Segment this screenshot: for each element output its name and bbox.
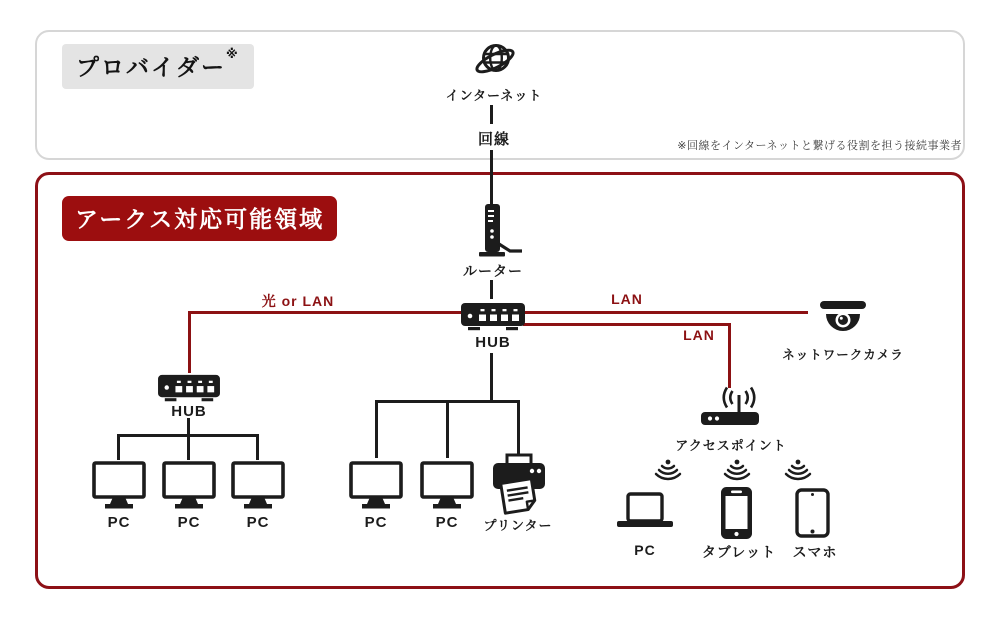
pc-monitor-icon <box>231 461 285 511</box>
line-router-to-hub <box>490 280 493 299</box>
red-line-hub-to-camera <box>523 311 808 314</box>
pc-label: PC <box>177 514 201 531</box>
wifi-signal-icon <box>653 459 683 483</box>
printer-label: プリンター <box>483 518 553 533</box>
provider-title <box>62 44 254 89</box>
wifi-signal-icon <box>722 459 752 483</box>
provider-title-text: プロバイダー <box>76 54 226 80</box>
link-label-lan-ap: LAN <box>683 327 715 343</box>
line-internet-to-kaisen <box>490 105 493 124</box>
hub-left-icon <box>157 373 221 403</box>
provider-note-mark: ※ <box>226 47 240 61</box>
pc-label: PC <box>435 514 459 531</box>
hub-main-icon <box>460 301 526 332</box>
internet-globe-icon <box>470 36 520 84</box>
link-label-hikari-or-lan: 光 or LAN <box>261 293 335 309</box>
drop-mid-pc1 <box>375 400 378 458</box>
network-camera-icon <box>817 301 869 343</box>
router-icon <box>466 203 524 261</box>
drop-left-pc1 <box>117 434 120 460</box>
wireless-pc-label: PC <box>634 542 656 558</box>
internet-label: インターネット <box>445 88 543 103</box>
access-point-label: アクセスポイント <box>675 438 787 453</box>
network-camera-label: ネットワークカメラ <box>782 348 904 362</box>
pc-monitor-icon <box>162 461 216 511</box>
wifi-signal-icon <box>783 459 813 483</box>
provider-footnote: ※回線をインターネットと繋げる役割を担う接続事業者 <box>677 140 962 152</box>
drop-mid-printer <box>517 400 520 454</box>
hub-main-label: HUB <box>475 334 511 351</box>
arcs-title: アークス対応可能領域 <box>62 196 337 241</box>
printer-icon <box>489 453 549 517</box>
router-label: ルーター <box>463 263 523 279</box>
kaisen-label: 回線 <box>477 131 510 148</box>
pc-monitor-icon <box>92 461 146 511</box>
access-point-icon <box>701 386 759 428</box>
tablet-label: タブレット <box>701 544 777 560</box>
tablet-phone-icon <box>720 486 753 540</box>
pc-monitor-icon <box>420 461 474 511</box>
smartphone-icon <box>795 488 830 538</box>
hub-left-label: HUB <box>171 403 207 420</box>
line-hub-to-branch <box>490 353 493 403</box>
red-line-hub-to-lefthub-horizontal <box>188 311 463 314</box>
pc-label: PC <box>364 514 388 531</box>
smartphone-label: スマホ <box>792 544 838 560</box>
pc-label: PC <box>246 514 270 531</box>
red-line-hub-to-ap-horizontal <box>523 323 731 326</box>
drop-left-pc3 <box>256 434 259 460</box>
link-label-lan-camera: LAN <box>611 291 643 307</box>
laptop-icon <box>616 492 674 532</box>
drop-left-pc2 <box>187 434 190 460</box>
drop-mid-pc2 <box>446 400 449 458</box>
line-kaisen-to-router <box>490 150 493 206</box>
pc-label: PC <box>107 514 131 531</box>
pc-monitor-icon <box>349 461 403 511</box>
red-line-hub-to-lefthub-vertical <box>188 311 191 373</box>
